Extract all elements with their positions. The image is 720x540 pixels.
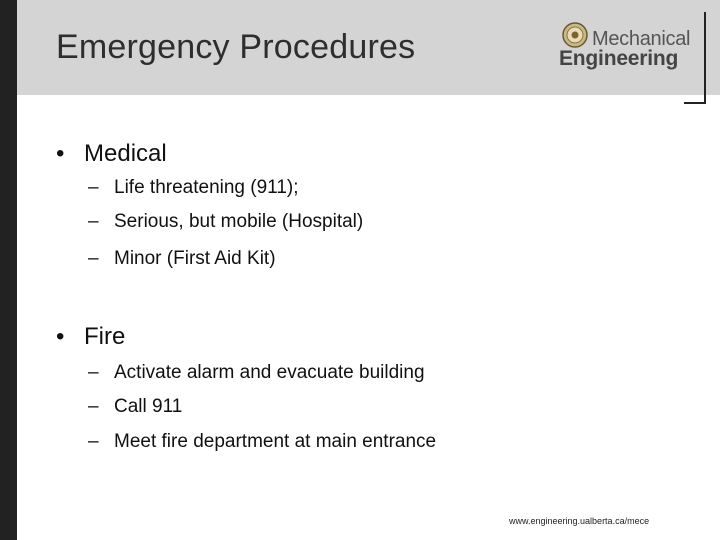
section-heading-label: Medical [84,140,167,167]
footer-url: www.engineering.ualberta.ca/mece [509,516,650,526]
dash-icon: – [88,211,99,232]
list-item [88,396,182,418]
logo-text-engineering: Engineering [559,47,679,70]
list-item-text: Activate alarm and evacuate building [114,362,425,383]
list-item-text: Minor (First Aid Kit) [114,248,276,269]
dash-icon: – [88,431,99,452]
section-heading-fire [56,323,125,351]
list-item [88,211,363,233]
list-item [88,431,436,453]
list-item-text: Call 911 [114,396,183,417]
section-heading-medical [56,140,167,168]
bullet-icon: • [56,140,65,167]
list-item-text: Life threatening (911); [114,177,299,198]
list-item [88,177,299,199]
dash-icon: – [88,248,99,269]
list-item-text: Meet fire department at main entrance [114,431,437,452]
dash-icon: – [88,396,99,417]
slide-title: Emergency Procedures [56,28,416,66]
bullet-icon: • [56,323,65,350]
section-heading-label: Fire [84,323,126,350]
dash-icon: – [88,177,99,198]
list-item [88,248,276,270]
list-item [88,362,425,384]
dash-icon: – [88,362,99,383]
logo-text-mechanical: Mechanical [592,28,691,50]
list-item-text: Serious, but mobile (Hospital) [114,211,364,232]
